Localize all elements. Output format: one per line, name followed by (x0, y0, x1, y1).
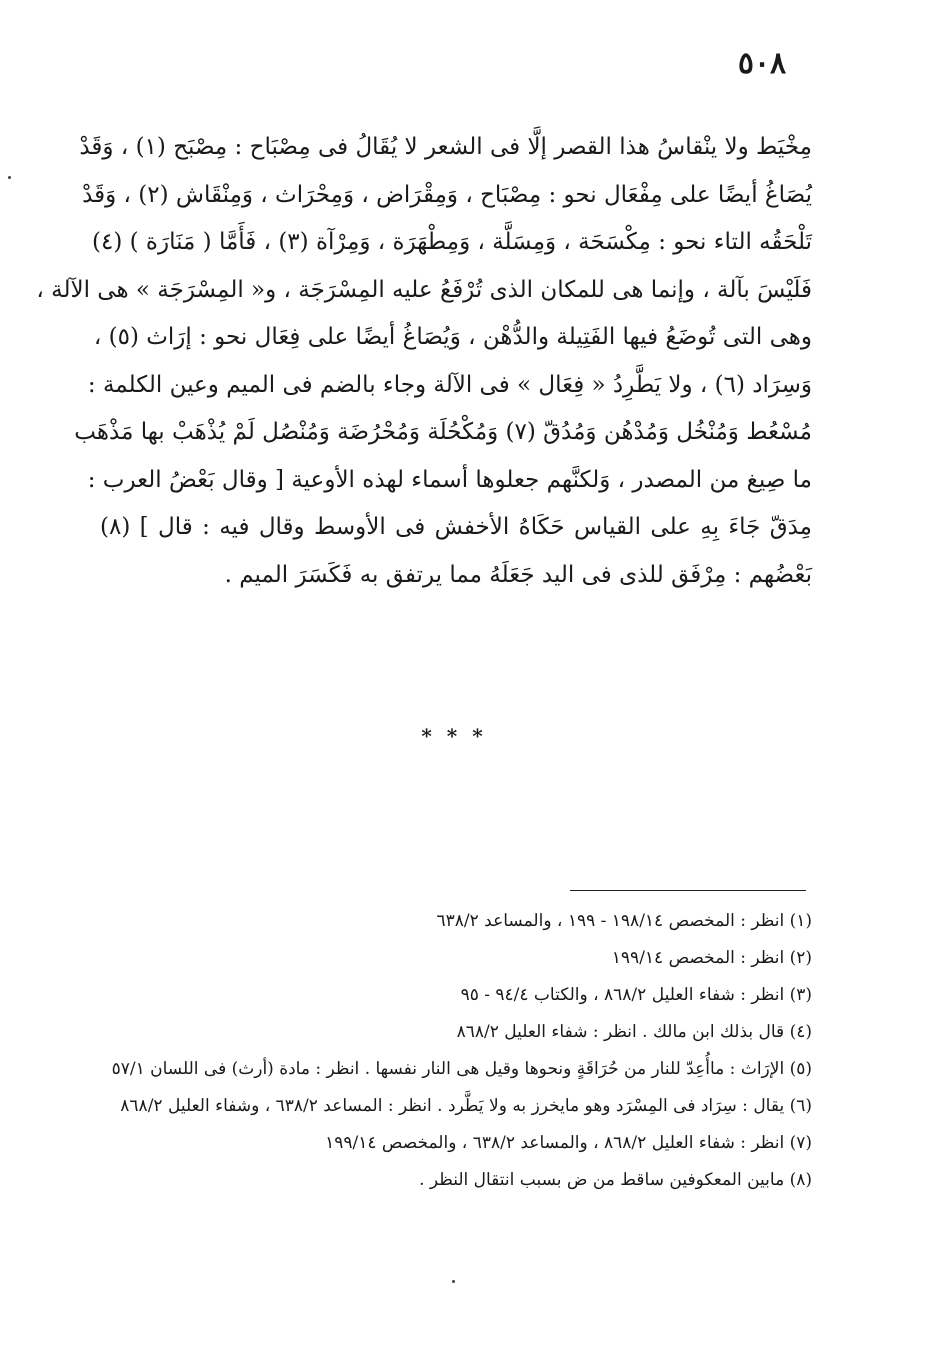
margin-speck (452, 1280, 455, 1283)
text-line: مُسْعُط وَمُنْخُل وَمُدْهُن وَمُدُقّ (٧) وَمُكْحُلَة وَمُحْرُضَة وَمُنْصُل لَمْ يُذْهَبْ بها مَذْهَب (74, 419, 812, 445)
footnote: (٣) انظر : شفاء العليل ٨٦٨/٢ ، والكتاب ٩٤/٤ - ٩٥ (460, 985, 812, 1005)
footnote: (٨) مابين المعكوفين ساقط من ض بسبب انتقال النظر . (419, 1170, 812, 1190)
text-line: ما صِيغ من المصدر ، وَلكنَّهم جعلوها أسماء لهذه الأوعية [ وقال بَعْضُ العرب : (87, 466, 812, 493)
text-line: بَعْضُهم : مِرْفَق للذى فى اليد جَعَلَهُ مما يرتفق به فَكَسَرَ الميم . (224, 561, 812, 588)
footnote: (٦) يقال : سِرَاد فى المِسْرَد وهو مايخرز به ولا يَطَّرد . انظر : المساعد ٦٣٨/٢ ، وشفاء العليل ٨٦٨/٢ (120, 1096, 812, 1116)
section-separator: * * * (421, 724, 487, 748)
text-line: مِخْيَط ولا ينْقاسُ هذا القصر إلَّا فى الشعر لا يُقَالُ فى مِصْبَاح : مِصْبَح (١) ، وَقَدْ (79, 134, 812, 160)
text-line: فَلَيْسَ بآلة ، وإنما هى للمكان الذى تُرْفَعُ عليه المِسْرَجَة ، و« المِسْرَجَة » هى الآلة ، (36, 276, 812, 303)
margin-speck (8, 176, 11, 179)
footnote: (٥) الإرَاث : ماأُعِدّ للنار من حُرَاقَةٍ ونحوها وقيل هى النار نفسها . انظر : مادة (أرث) فى اللسان ٥٧/١ (111, 1059, 812, 1079)
footnotes-block (100, 903, 812, 1199)
main-text-block (36, 124, 812, 599)
footnote: (١) انظر : المخصص ١٩٨/١٤ - ١٩٩ ، والمساعد ٦٣٨/٢ (436, 911, 812, 931)
footnote: (٤) قال بذلك ابن مالك . انظر : شفاء العليل ٨٦٨/٢ (456, 1022, 812, 1042)
footnote: (٧) انظر : شفاء العليل ٨٦٨/٢ ، والمساعد ٦٣٨/٢ ، والمخصص ١٩٩/١٤ (325, 1133, 812, 1153)
text-line: تَلْحَقُه التاء نحو : مِكْسَحَة ، وَمِسَلَّة ، وَمِطْهَرَة ، وَمِرْآة (٣) ، فَأَمَّا ( مَنَارَة ) (٤) (92, 229, 812, 255)
text-line: يُصَاغُ أيضًا على مِفْعَال نحو : مِصْبَاح ، وَمِقْرَاض ، وَمِحْرَاث ، وَمِنْقَاش (٢) ، وَقَدْ (82, 181, 812, 208)
footnote-divider (570, 890, 806, 891)
footnote: (٢) انظر : المخصص ١٩٩/١٤ (611, 948, 812, 968)
page-number: ٥٠٨ (737, 46, 787, 81)
text-line: مِدَقّ جَاءَ بِهِ على القياس حَكَاهُ الأخفش فى الأوسط وقال فيه : قال ] (٨) (100, 514, 812, 540)
text-line: وَسِرَاد (٦) ، ولا يَطَّرِدُ « فِعَال » فى الآلة وجاء بالضم فى الميم وعين الكلمة : (87, 371, 812, 398)
text-line: وهى التى تُوضَعُ فيها الفَتِيلة والدُّهْن ، وَيُصَاغُ أيضًا على فِعَال نحو : إرَاث (٥) ، (93, 324, 812, 350)
